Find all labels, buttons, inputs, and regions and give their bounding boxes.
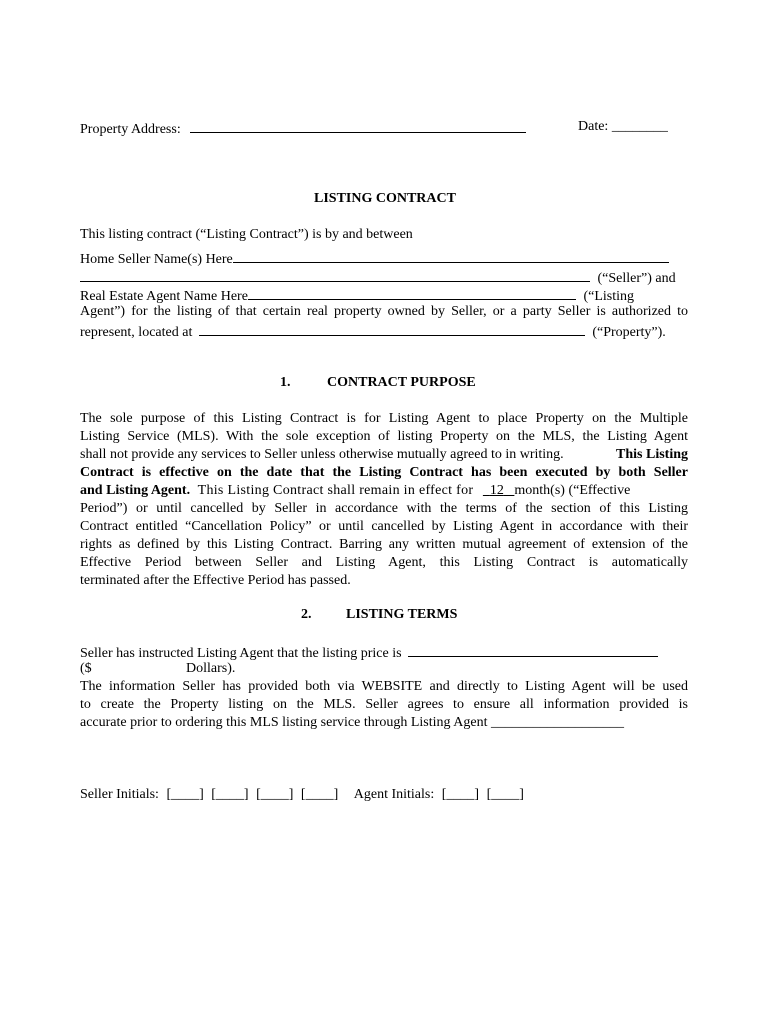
initials-row <box>80 786 688 804</box>
agent-initials-box[interactable]: [____] <box>486 787 524 802</box>
property-location-label: represent, located at <box>80 325 193 340</box>
section-2-number: 2. <box>301 607 312 622</box>
section-1-line-2: Listing Service (MLS). With the sole exception of listing Property on the MLS, the Listing Agent <box>80 429 688 444</box>
property-suffix: (“Property”). <box>592 325 666 340</box>
seller-initials-box[interactable]: [____] <box>211 787 249 802</box>
section-1-line-10: terminated after the Effective Period has passed. <box>80 573 351 588</box>
agent-initials-label: Agent Initials: <box>353 787 435 802</box>
property-address-blank <box>190 118 526 133</box>
seller-name-blank <box>233 248 669 263</box>
section-2-line-4: to create the Property listing on the MLS. Seller agrees to ensure all information provided is <box>80 697 688 712</box>
date-label: Date: ________ <box>578 119 668 134</box>
intro-line-4: Agent”) for the listing of that certain real property owned by Seller, or a party Seller is authorized to <box>80 304 688 319</box>
seller-initials-box[interactable]: [____] <box>300 787 339 802</box>
section-1-line-3: shall not provide any services to Seller unless otherwise mutually agreed to in writing. This Listing <box>80 447 688 462</box>
seller-name-line-2 <box>80 267 688 285</box>
seller-name-line <box>80 248 688 266</box>
property-location-blank <box>199 321 585 336</box>
seller-name-label: Home Seller Name(s) Here <box>80 252 233 267</box>
intro-line-1: This listing contract (“Listing Contract”) is by and between <box>80 227 413 242</box>
section-1-line-4: Contract is effective on the date that the Listing Contract has been executed by both Seller <box>80 465 688 480</box>
section-1-line-6: Period”) or until cancelled by Seller in accordance with the terms of the section of this Listing <box>80 501 688 516</box>
listing-price-line: Seller has instructed Listing Agent that the listing price is <box>80 642 688 660</box>
section-2-title: LISTING TERMS <box>346 607 458 622</box>
section-2-line-3: The information Seller has provided both via WEBSITE and directly to Listing Agent will be used <box>80 679 688 694</box>
agent-name-label: Real Estate Agent Name Here <box>80 289 248 304</box>
document-title: LISTING CONTRACT <box>314 191 456 206</box>
agent-initials-box[interactable]: [____] <box>441 787 480 802</box>
property-address-label: Property Address: <box>80 122 181 137</box>
agent-name-blank <box>248 285 576 300</box>
seller-name-blank-2 <box>80 267 590 282</box>
property-location-line <box>80 321 688 339</box>
section-1-line-8: rights as defined by this Listing Contract. Barring any written mutual agreement of extension of the <box>80 537 688 552</box>
listing-price-dollars-line: ($ Dollars). <box>80 661 236 676</box>
section-1-line-5: and Listing Agent. This Listing Contract shall remain in effect for 12 month(s) (“Effective <box>80 483 631 498</box>
seller-initials-label: Seller Initials: <box>80 787 159 802</box>
section-1-title: CONTRACT PURPOSE <box>327 375 476 390</box>
seller-initials-box[interactable]: [____] <box>256 787 294 802</box>
section-1-line-7: Contract entitled “Cancellation Policy” or until cancelled by Listing Agent in accordance with their <box>80 519 688 534</box>
section-1-number: 1. <box>280 375 291 390</box>
listing-price-blank <box>408 642 658 657</box>
agent-suffix: (“Listing <box>583 289 634 304</box>
seller-initials-box[interactable]: [____] <box>166 787 204 802</box>
header-row <box>80 118 688 136</box>
section-1-line-9: Effective Period between Seller and Listing Agent, this Listing Contract is automatically <box>80 555 688 570</box>
agent-name-line <box>80 285 688 303</box>
section-1-line-1: The sole purpose of this Listing Contract is for Listing Agent to place Property on the Multiple <box>80 411 688 426</box>
seller-suffix: (“Seller”) and <box>597 271 676 286</box>
term-months-value: 12 <box>489 483 504 498</box>
section-2-line-5: accurate prior to ordering this MLS listing service through Listing Agent ___________________ <box>80 715 624 730</box>
